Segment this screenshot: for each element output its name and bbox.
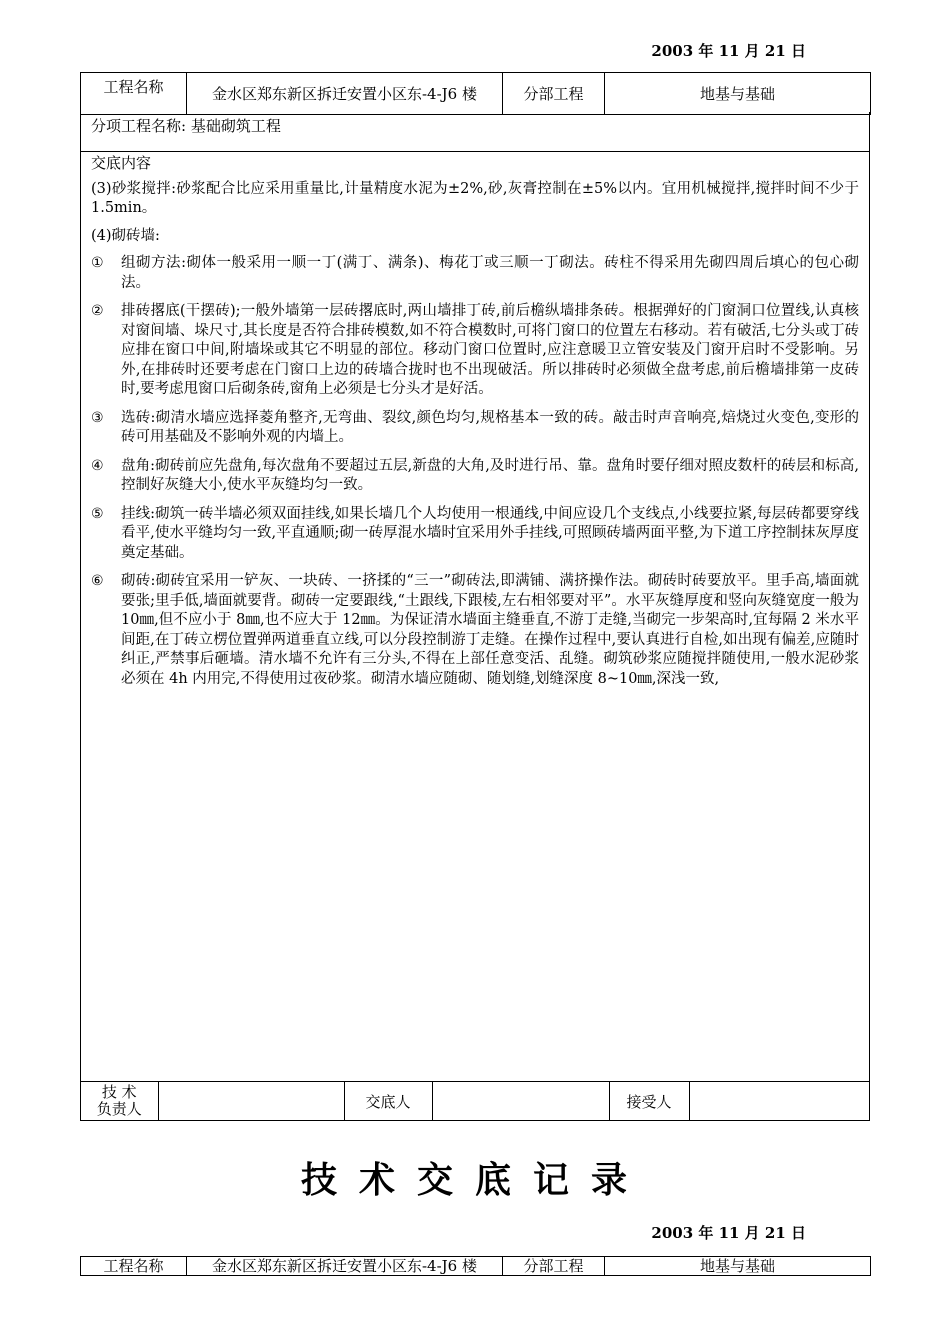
division-label: 分部工程 [503,73,605,115]
list-item [91,409,859,448]
header-table [80,72,871,115]
signature-table [81,1081,869,1120]
disclosure-content [81,152,869,689]
project-name-value: 金水区郑东新区拆迁安置小区东-4-J6 楼 [187,73,503,115]
project-name-label: 工程名称 [81,73,187,115]
item-number: ③ [91,409,104,426]
division-label-2: 分部工程 [503,1257,605,1276]
tech-lead-label-line1: 技 术 [101,1083,137,1101]
item-text: 选砖:砌清水墙应选择菱角整齐,无弯曲、裂纹,颜色均匀,规格基本一致的砖。敲击时声音响亮,焙烧过火变色,变形的砖可用基础及不影响外观的内墙上。 [121,409,859,445]
division-value-2: 地基与基础 [605,1257,871,1276]
list-item [91,457,859,496]
item-number: ④ [91,457,104,474]
tech-lead-label-line2: 负责人 [96,1100,142,1118]
item-text: 砌砖:砌砖宜采用一铲灰、一块砖、一挤揉的“三一”砌砖法,即满铺、满挤操作法。砌砖时砖要放平。里手高,墙面就要张;里手低,墙面就要背。砌砖一定要跟线,“土跟线,下跟棱,左右相邻要对平”。水平灰缝厚度和竖向灰缝宽度一般为 10㎜,但不应小于 8㎜,也不应大于 12㎜。为保证清水墙面主缝垂直,不游丁走缝,当砌完一步架高时,宜每隔 2 米水平间距,在丁砖立楞位置弹两道垂直立线,可以分段控制游丁走缝。在操作过程中,要认真进行自检,如出现有偏差,应随时纠正,严禁事后砸墙。清水墙不允许有三分头,不得在上部任意变活、乱缝。砌筑砂浆应随搅拌随使用,一般水泥砂浆必须在 4h 内用完,不得使用过夜砂浆。砌清水墙应随砌、随划缝,划缝深度 8~10㎜,深浅一致, [121,573,859,687]
discloser-label: 交底人 [344,1082,432,1121]
page-title: 技术交底记录 [300,1159,649,1201]
project-name-label-2: 工程名称 [81,1257,187,1276]
list-item [91,572,859,689]
header-table-2 [80,1256,871,1276]
list-item [91,302,859,400]
item-number: ⑤ [91,505,104,522]
list-item [91,254,859,293]
discloser-value [432,1082,609,1121]
item-number: ⑥ [91,573,104,589]
list-item [91,505,859,564]
item-text: 组砌方法:砌体一般采用一顺一丁(满丁、满条)、梅花丁或三顺一丁砌法。砖柱不得采用先砌四周后填心的包心砌法。 [121,255,859,291]
item-text: 排砖撂底(干摆砖);一般外墙第一层砖撂底时,两山墙排丁砖,前后檐纵墙排条砖。根据弹好的门窗洞口位置线,认真核对窗间墙、垛尺寸,其长度是否符合排砖模数,如不符合模数时,可将门窗口的位置左右移动。若有破活,七分头或丁砖应排在窗口中间,附墙垛或其它不明显的部位。移动门窗口位置时,应注意暖卫立管安装及门窗开启时不受影响。另外,在排砖时还要考虑在门窗口上边的砖墙合拢时也不出现破活。所以排砖时必须做全盘考虑,前后檐墙排第一皮砖时,要考虑甩窗口后砌条砖,窗角上必须是七分头才是好活。 [121,303,859,397]
record-date-2: 2003 年 11 月 21 日 [651,1224,806,1242]
receiver-value [689,1082,869,1121]
content-box [80,112,870,1121]
content-paragraph-wall: (4)砌砖墙: [91,227,160,244]
receiver-label: 接受人 [609,1082,689,1121]
item-number: ② [91,303,104,319]
division-value: 地基与基础 [605,73,871,115]
record-date: 2003 年 11 月 21 日 [651,42,806,60]
tech-lead-label [81,1082,158,1121]
content-heading: 交底内容 [91,154,152,172]
item-number: ① [91,255,104,271]
item-text: 挂线:砌筑一砖半墙必须双面挂线,如果长墙几个人均使用一根通线,中间应设几个支线点,小线要拉紧,每层砖都要穿线看平,使水平缝均匀一致,平直通顺;砌一砖厚混水墙时宜采用外手挂线,可照顾砖墙两面平整,为下道工序控制抹灰厚度奠定基础。 [121,505,859,561]
content-paragraph-mortar: (3)砂浆搅拌:砂浆配合比应采用重量比,计量精度水泥为±2%,砂,灰膏控制在±5%以内。宜用机械搅拌,搅拌时间不少于 1.5min。 [91,180,859,216]
project-name-value-2: 金水区郑东新区拆迁安置小区东-4-J6 楼 [187,1257,503,1276]
item-text: 盘角:砌砖前应先盘角,每次盘角不要超过五层,新盘的大角,及时进行吊、靠。盘角时要仔细对照皮数杆的砖层和标高,控制好灰缝大小,使水平灰缝均匀一致。 [121,457,859,493]
tech-lead-value [158,1082,344,1121]
subitem-name: 分项工程名称: 基础砌筑工程 [81,112,869,152]
